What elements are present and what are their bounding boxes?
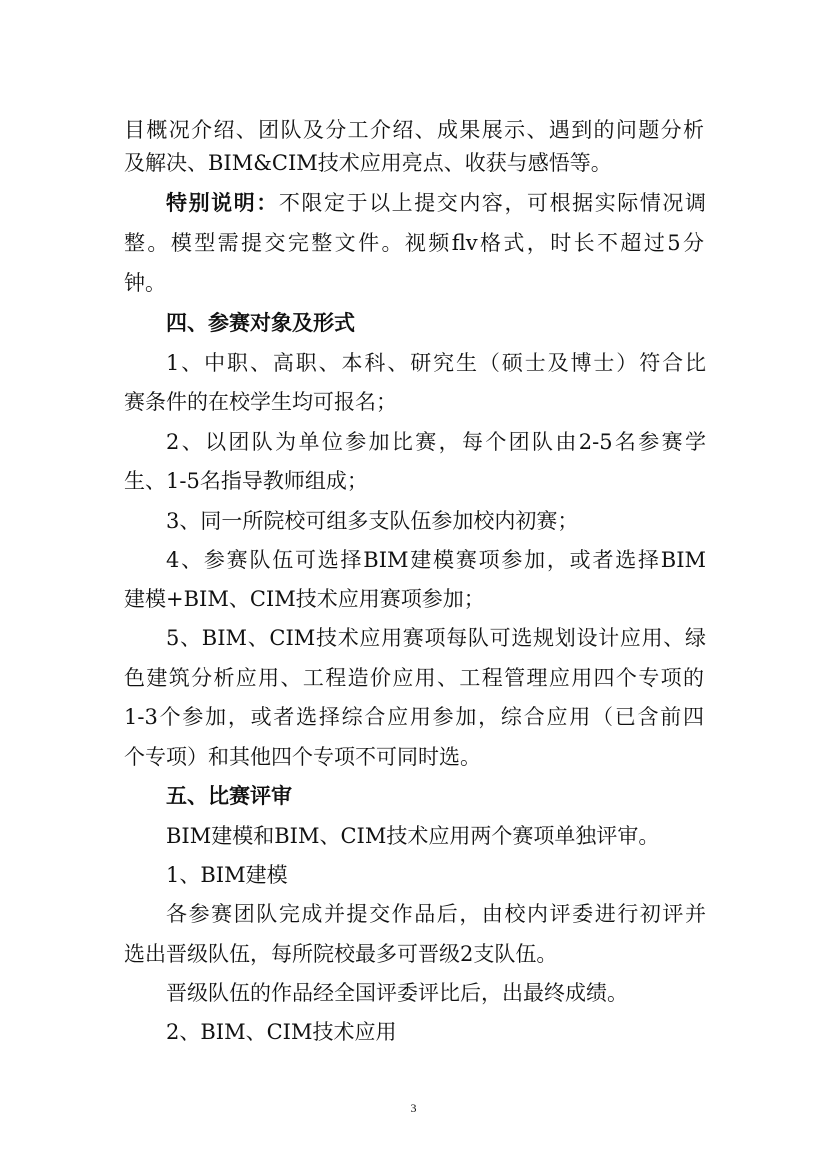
text-line: 不限定于以上提交内容，可根据实际情况调	[278, 191, 707, 215]
text-line: 建模+BIM、CIM技术应用赛项参加；	[124, 587, 485, 611]
text-line: 2、以团队为单位参加比赛，每个团队由2-5名参赛学	[166, 430, 706, 454]
special-note-line	[166, 190, 706, 216]
sub-heading: 1、BIM建模	[166, 863, 288, 887]
text-line: 赛条件的在校学生均可报名；	[124, 390, 397, 414]
text-line: 1、中职、高职、本科、研究生（硕士及博士）符合比	[166, 351, 706, 375]
sub-heading: 2、BIM、CIM技术应用	[166, 1020, 397, 1044]
text-line: 色建筑分析应用、工程造价应用、工程管理应用四个专项的	[124, 666, 704, 690]
text-line: BIM建模和BIM、CIM技术应用两个赛项单独评审。	[166, 824, 660, 848]
text-line: 晋级队伍的作品经全国评委评比后，出最终成绩。	[166, 981, 628, 1005]
text-line: 目概况介绍、团队及分工介绍、成果展示、遇到的问题分析	[124, 118, 704, 142]
text-line: 4、参赛队伍可选择BIM建模赛项参加，或者选择BIM	[166, 548, 706, 572]
section-heading: 四、参赛对象及形式	[166, 311, 355, 335]
text-line: 个专项）和其他四个专项不可同时选。	[124, 745, 481, 769]
text-line: 生、1-5名指导教师组成；	[124, 469, 368, 493]
special-note-label: 特别说明：	[166, 191, 279, 215]
text-line: 及解决、BIM&CIM技术应用亮点、收获与感悟等。	[124, 151, 612, 175]
text-line: 1-3个参加，或者选择综合应用参加，综合应用（已含前四	[124, 705, 704, 729]
text-line: 选出晋级队伍，每所院校最多可晋级2支队伍。	[124, 942, 558, 966]
text-line: 各参赛团队完成并提交作品后，由校内评委进行初评并	[166, 902, 706, 926]
section-heading: 五、比赛评审	[166, 784, 292, 808]
text-line: 钟。	[124, 271, 166, 295]
text-line: 整。模型需提交完整文件。视频flv格式，时长不超过5分	[124, 231, 704, 255]
text-line: 3、同一所院校可组多支队伍参加校内初赛；	[166, 509, 579, 533]
page-number: 3	[410, 1101, 417, 1115]
text-line: 5、BIM、CIM技术应用赛项每队可选规划设计应用、绿	[166, 626, 706, 650]
